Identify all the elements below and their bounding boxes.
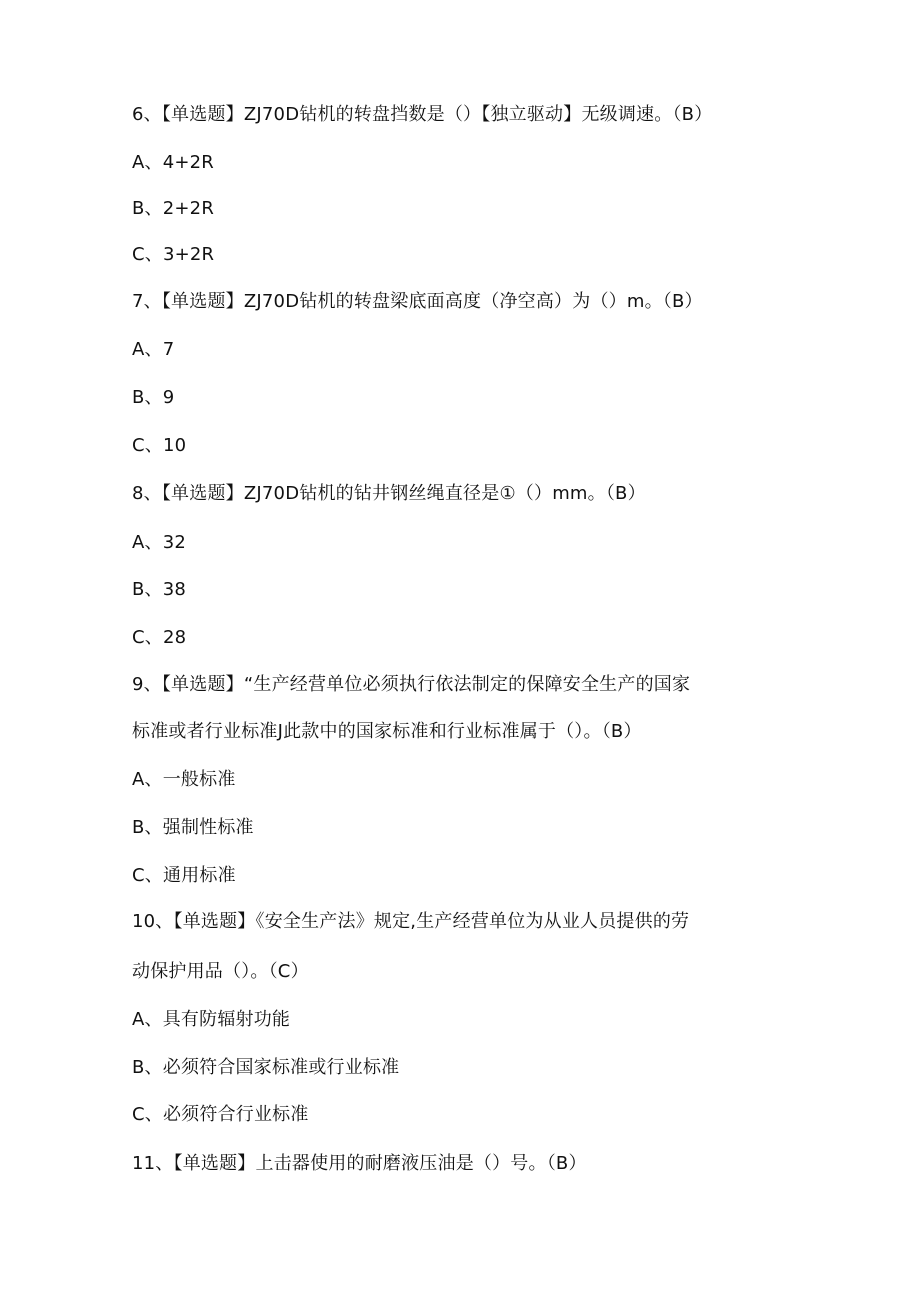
question-10-option-b: B、必须符合国家标准或行业标准 [132,1057,400,1078]
question-7-option-b: B、9 [132,387,175,408]
question-8-option-c: C、28 [132,627,187,648]
question-9-option-b: B、强制性标准 [132,817,254,838]
question-6-stem: 6、【单选题】ZJ70D钻机的转盘挡数是（）【独立驱动】无级调速。（B） [132,104,713,125]
question-9-option-c: C、通用标准 [132,865,236,886]
question-9-stem-line-1: 9、【单选题】“生产经营单位必须执行依法制定的保障安全生产的国家 [132,674,691,695]
question-8-stem: 8、【单选题】ZJ70D钻机的钻井钢丝绳直径是①（）mm。（B） [132,483,646,504]
question-10-stem-line-2: 动保护用品（）。（C） [132,961,309,982]
question-9-stem-line-2: 标准或者行业标准J此款中的国家标准和行业标准属于（）。（B） [132,721,642,742]
question-8-option-a: A、32 [132,532,187,553]
question-10-option-c: C、必须符合行业标准 [132,1104,309,1125]
question-11-stem: 11、【单选题】上击器使用的耐磨液压油是（）号。（B） [132,1153,587,1174]
question-9-option-a: A、一般标准 [132,769,236,790]
question-6-option-c: C、3+2R [132,244,215,265]
question-6-option-b: B、2+2R [132,198,215,219]
question-7-stem: 7、【单选题】ZJ70D钻机的转盘梁底面高度（净空高）为（）m。（B） [132,291,703,312]
question-8-option-b: B、38 [132,579,187,600]
question-6-option-a: A、4+2R [132,152,215,173]
question-7-option-c: C、10 [132,435,187,456]
question-10-stem-line-1: 10、【单选题】《安全生产法》规定,生产经营单位为从业人员提供的劳 [132,911,690,932]
question-10-option-a: A、具有防辐射功能 [132,1009,291,1030]
question-7-option-a: A、7 [132,339,175,360]
